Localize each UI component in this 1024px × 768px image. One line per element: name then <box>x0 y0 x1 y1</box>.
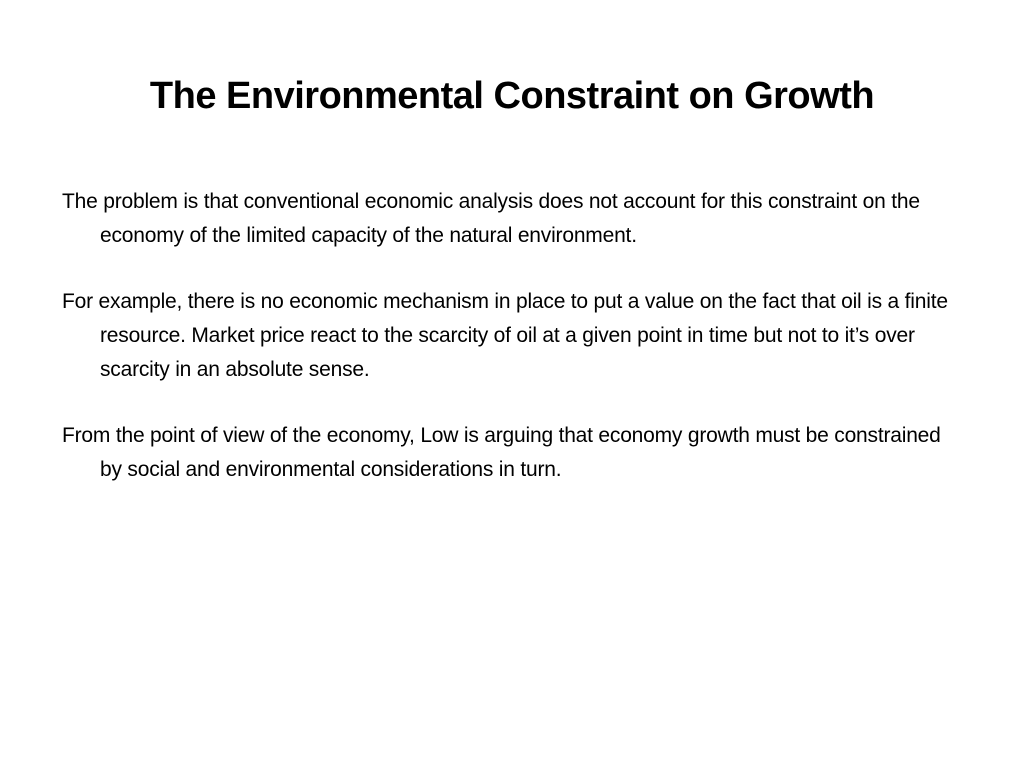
body-paragraph: For example, there is no economic mechanism in place to put a value on the fact that oil is a finite resource. Market price react to the scarcity of oil at a given point in time but not to it’s over scarcity in an absolute sense. <box>62 290 948 381</box>
slide-title: The Environmental Constraint on Growth <box>149 75 875 117</box>
body-paragraph: From the point of view of the economy, Low is arguing that economy growth must be constrained by social and environmental considerations in turn. <box>62 424 941 481</box>
slide-body <box>62 185 962 519</box>
body-paragraph: The problem is that conventional economic analysis does not account for this constraint on the economy of the limited capacity of the natural environment. <box>62 190 920 247</box>
